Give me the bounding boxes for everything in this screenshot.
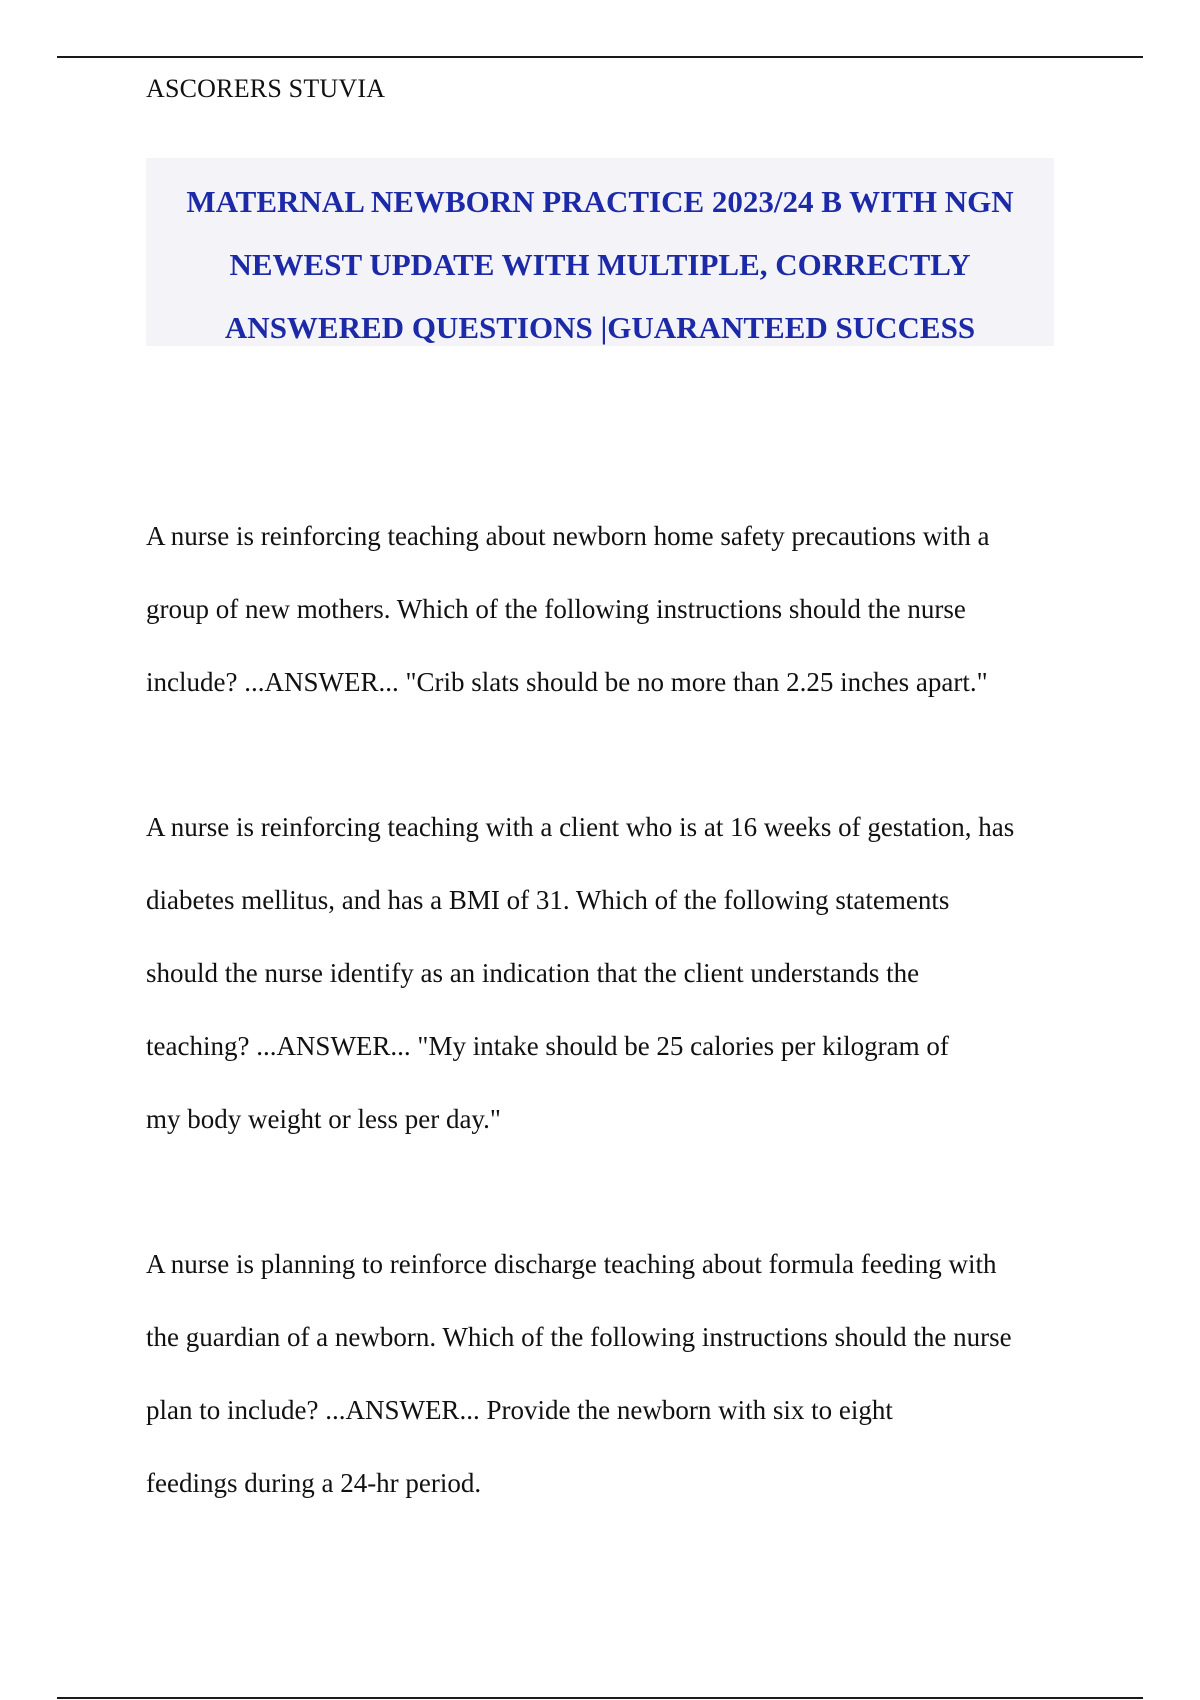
top-divider [57,56,1143,58]
question-answer-1 [146,500,1066,719]
qa-text-line: the guardian of a newborn. Which of the following instructions should the nurse [146,1322,1012,1352]
qa-text-line: teaching? ...ANSWER... "My intake should be 25 calories per kilogram of [146,1031,949,1061]
page-header: ASCORERS STUVIA [146,74,386,103]
qa-text-line: feedings during a 24-hr period. [146,1468,482,1498]
question-list [146,500,1066,1592]
qa-text-line: A nurse is reinforcing teaching with a client who is at 16 weeks of gestation, has [146,812,1015,842]
question-answer-2 [146,791,1066,1156]
question-answer-3 [146,1228,1066,1520]
qa-text-line: A nurse is reinforcing teaching about newborn home safety precautions with a [146,521,990,551]
qa-text-line: diabetes mellitus, and has a BMI of 31. Which of the following statements [146,885,950,915]
qa-text-line: my body weight or less per day." [146,1104,501,1134]
document-title-box [146,158,1054,346]
title-line: ANSWERED QUESTIONS |GUARANTEED SUCCESS [224,310,976,345]
qa-text-line: plan to include? ...ANSWER... Provide the newborn with six to eight [146,1395,893,1425]
title-line: MATERNAL NEWBORN PRACTICE 2023/24 B WITH NGN [186,184,1014,219]
qa-text-line: should the nurse identify as an indication that the client understands the [146,958,920,988]
qa-text-line: A nurse is planning to reinforce discharge teaching about formula feeding with [146,1249,997,1279]
qa-text-line: include? ...ANSWER... "Crib slats should be no more than 2.25 inches apart." [146,667,988,697]
bottom-divider [57,1697,1143,1699]
title-line: NEWEST UPDATE WITH MULTIPLE, CORRECTLY [229,247,971,282]
qa-text-line: group of new mothers. Which of the following instructions should the nurse [146,594,966,624]
